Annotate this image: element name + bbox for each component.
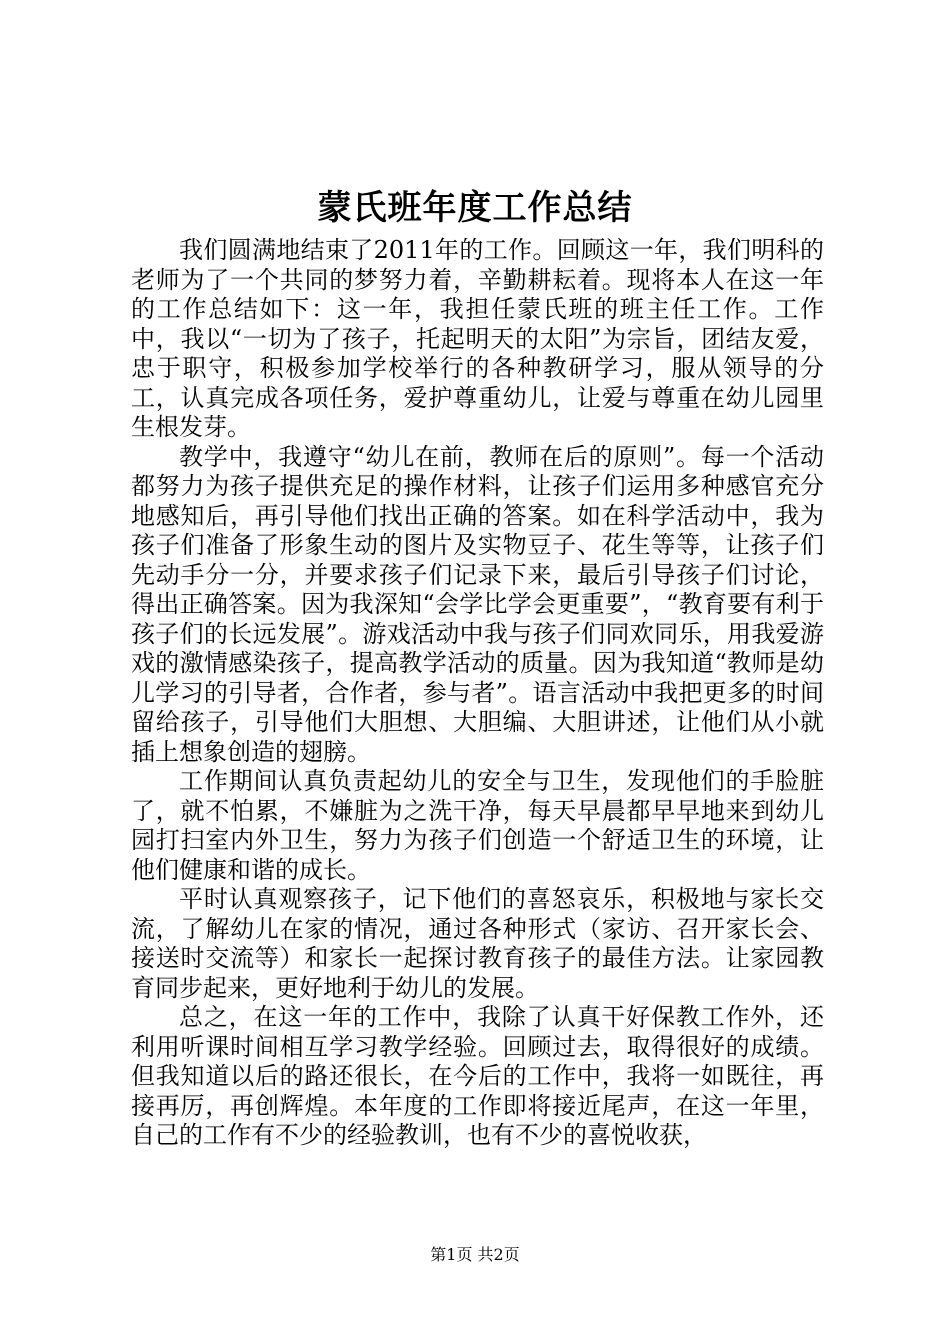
paragraph: 教学中，我遵守“幼儿在前，教师在后的原则”。每一个活动都努力为孩子提供充足的操作材料，让孩子们运用多种感官充分地感知后，再引导他们找出正确的答案。如在科学活动中，我为孩子们准备了形象生动的图片及实物豆子、花生等等，让孩子们先动手分一分，并要求孩子们记录下来，最后引导孩子们讨论，得出正确答案。因为我深知“会学比学会更重要”，“教育要有利于孩子们的长远发展”。游戏活动中我与孩子们同欢同乐，用我爱游戏的激情感染孩子，提高教学活动的质量。因为我知道“教师是幼儿学习的引导者，合作者，参与者”。语言活动中我把更多的时间留给孩子，引导他们大胆想、大胆编、大胆讲述，让他们从小就插上想象创造的翅膀。 xyxy=(131,442,824,766)
page-number-footer: 第1页 共2页 xyxy=(430,1245,520,1264)
document-title: 蒙氏班年度工作总结 xyxy=(317,188,633,228)
paragraph: 平时认真观察孩子，记下他们的喜怒哀乐，积极地与家长交流，了解幼儿在家的情况，通过各种形式（家访、召开家长会、接送时交流等）和家长一起探讨教育孩子的最佳方法。让家园教育同步起来，更好地利于幼儿的发展。 xyxy=(131,885,824,1002)
paragraph: 我们圆满地结束了2011年的工作。回顾这一年，我们明科的老师为了一个共同的梦努力着，辛勤耕耘着。现将本人在这一年的工作总结如下：这一年，我担任蒙氏班的班主任工作。工作中，我以“一切为了孩子，托起明天的太阳”为宗旨，团结友爱，忠于职守，积极参加学校举行的各种教研学习，服从领导的分工，认真完成各项任务，爱护尊重幼儿，让爱与尊重在幼儿园里生根发芽。 xyxy=(131,236,824,441)
paragraph: 工作期间认真负责起幼儿的安全与卫生，发现他们的手脸脏了，就不怕累，不嫌脏为之洗干净，每天早晨都早早地来到幼儿园打扫室内外卫生，努力为孩子们创造一个舒适卫生的环境，让他们健康和谐的成长。 xyxy=(131,767,824,884)
document-body xyxy=(131,236,824,1151)
paragraph: 总之，在这一年的工作中，我除了认真干好保教工作外，还利用听课时间相互学习教学经验。回顾过去，取得很好的成绩。但我知道以后的路还很长，在今后的工作中，我将一如既往，再接再厉，再创辉煌。本年度的工作即将接近尾声，在这一年里，自己的工作有不少的经验教训，也有不少的喜悦收获， xyxy=(131,1003,824,1149)
